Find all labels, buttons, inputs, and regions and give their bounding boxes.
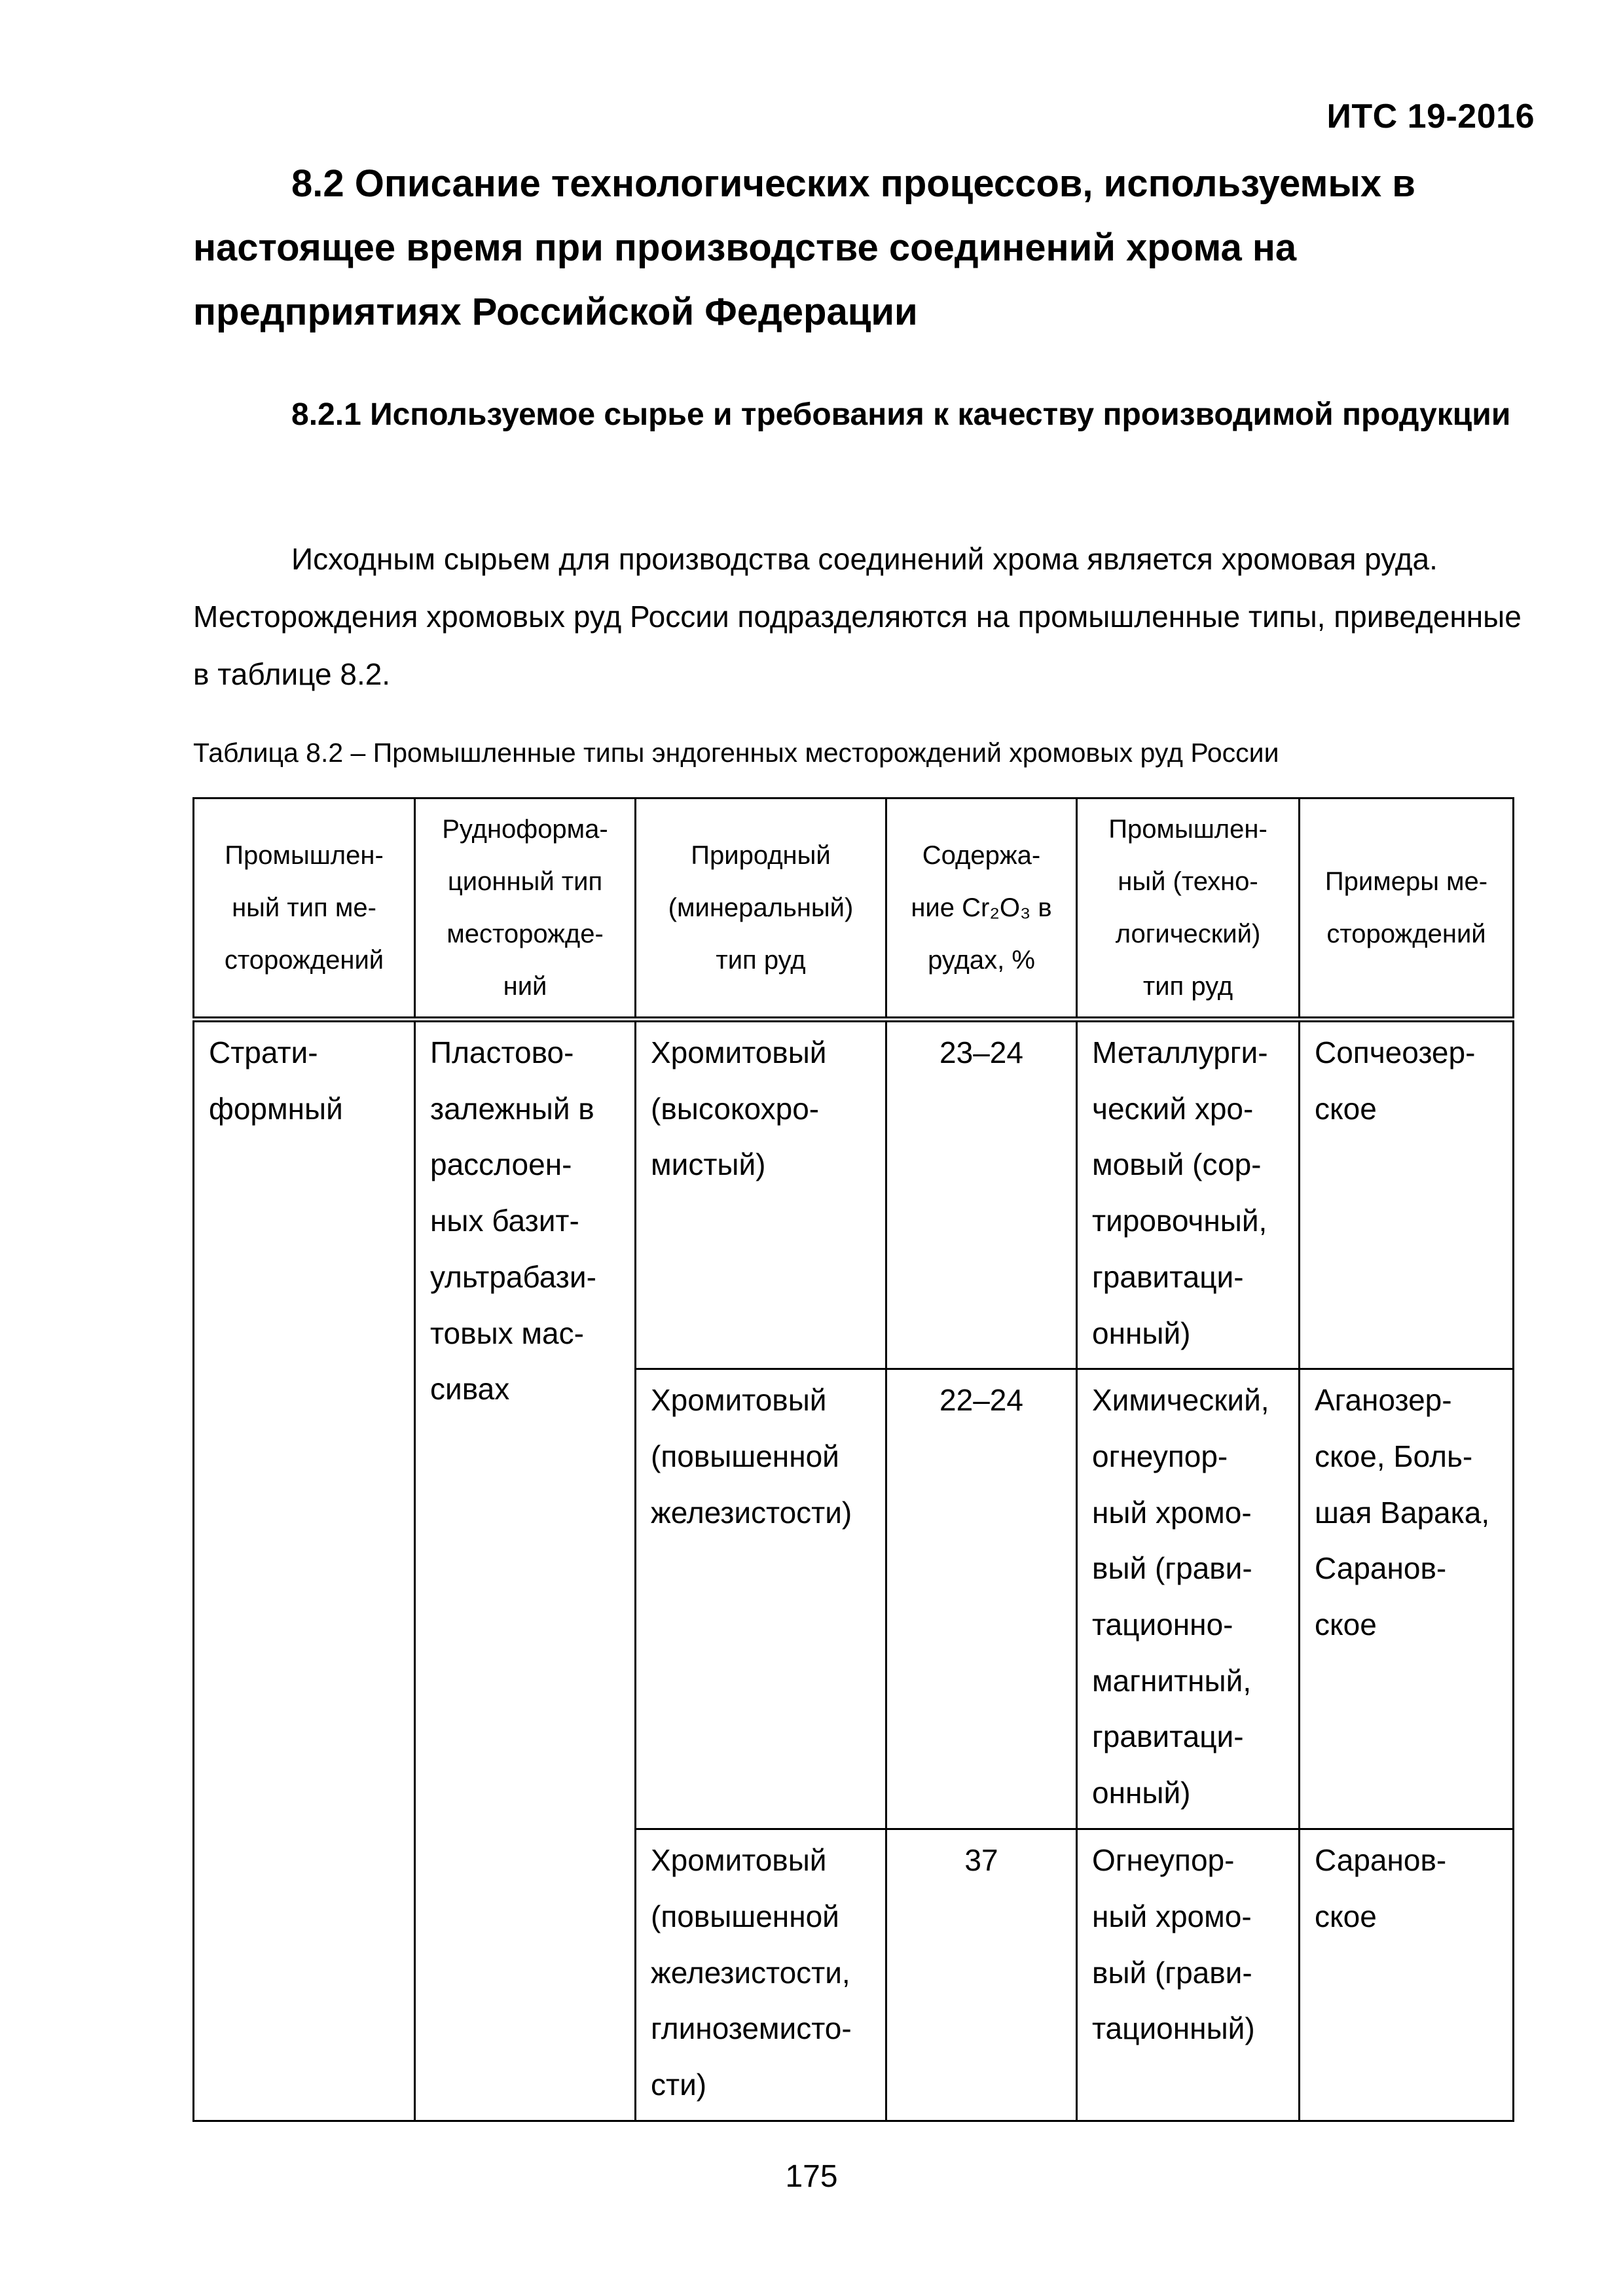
cell-examples: Сопчеозер- ское (1300, 1020, 1514, 1369)
body-paragraph (193, 530, 1535, 703)
cell-examples: Аганозер- ское, Боль- шая Варака, Саранов- ское (1300, 1369, 1514, 1829)
page-number: 175 (785, 2159, 838, 2194)
cell-cr2o3-content: 23–24 (886, 1020, 1077, 1369)
subsection-heading-text: 8.2.1 Используемое сырье и требования к качеству производимой продукции (291, 397, 1511, 432)
cell-cr2o3-content: 22–24 (886, 1369, 1077, 1829)
cell-industrial-type: Химический, огнеупор- ный хромо- вый (грави- тационно- магнитный, гравитаци- онный) (1077, 1369, 1300, 1829)
section-heading-text: 8.2 Описание технологических процессов, используемых в настоящее время при производстве соединений хрома на предприятиях Российской Федерации (193, 162, 1415, 333)
cell-natural-type: Хромитовый (повышенной железистости) (636, 1369, 886, 1829)
cell-cr2o3-content: 37 (886, 1829, 1077, 2121)
header-formation-type: Рудноформа- ционный тип месторожде- ний (415, 798, 636, 1020)
cell-industrial-type: Огнеупор- ный хромо- вый (грави- тационный) (1077, 1829, 1300, 2121)
deposits-table (192, 797, 1514, 2122)
section-heading (193, 152, 1535, 344)
header-cr2o3-content: Содержа- ние Cr₂O₃ в рудах, % (886, 798, 1077, 1020)
cell-deposit-type: Страти- формный (194, 1020, 415, 2121)
header-natural-type: Природный (минеральный) тип руд (636, 798, 886, 1020)
document-code: ИТС 19-2016 (1326, 98, 1535, 135)
header-industrial-type: Промышлен- ный (техно- логический) тип руд (1077, 798, 1300, 1020)
cell-industrial-type: Металлурги- ческий хро- мовый (сор- тировочный, гравитаци- онный) (1077, 1020, 1300, 1369)
header-deposit-type: Промышлен- ный тип ме- сторождений (194, 798, 415, 1020)
table-header-row (194, 798, 1514, 1020)
cell-formation-type: Пластово- залежный в расслоен- ных базит- ультрабази- товых мас- сивах (415, 1020, 636, 2121)
cell-natural-type: Хромитовый (повышенной железистости, глиноземисто- сти) (636, 1829, 886, 2121)
body-paragraph-text: Исходным сырьем для производства соединений хрома является хромовая руда. Месторождения хромовых руд России подразделяются на промышленные типы, приведенные в таблице 8.2. (193, 542, 1522, 691)
header-examples: Примеры ме- сторождений (1300, 798, 1514, 1020)
subsection-heading (193, 386, 1535, 444)
cell-natural-type: Хромитовый (высокохро- мистый) (636, 1020, 886, 1369)
cell-examples: Саранов- ское (1300, 1829, 1514, 2121)
table-caption: Таблица 8.2 – Промышленные типы эндогенных месторождений хромовых руд России (193, 738, 1279, 768)
table-row (194, 1020, 1514, 1369)
